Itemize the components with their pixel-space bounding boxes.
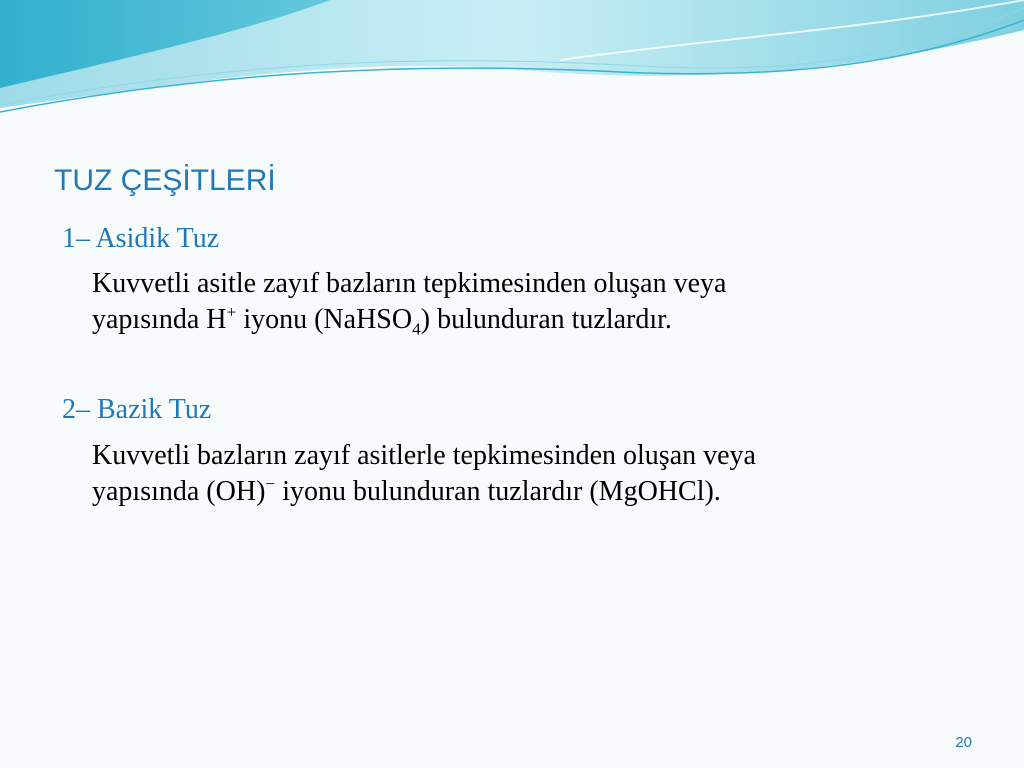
section-text-basic-salt xyxy=(92,438,972,510)
text-line: yapısında (OH)− iyonu bulunduran tuzlardır (MgOHCl). xyxy=(92,474,721,507)
text-line: Kuvvetli bazların zayıf asitlerle tepkimesinden oluşan veya xyxy=(92,440,756,471)
section-heading-acidic-salt: 1– Asidik Tuz xyxy=(62,223,220,254)
subscript-index: 4 xyxy=(412,319,421,339)
superscript-charge: − xyxy=(265,474,276,494)
slide-title: TUZ ÇEŞİTLERİ xyxy=(54,164,276,197)
header-wave-decoration xyxy=(0,0,1024,120)
superscript-charge: + xyxy=(226,302,237,322)
section-text-acidic-salt xyxy=(92,266,972,338)
text-line: Kuvvetli asitle zayıf bazların tepkimesinden oluşan veya xyxy=(92,268,727,299)
text-line: yapısında H+ iyonu (NaHSO$_4$) bulunduran tuzlardır. xyxy=(92,302,672,339)
section-heading-basic-salt: 2– Bazik Tuz xyxy=(62,394,212,425)
page-number: 20 xyxy=(955,734,972,751)
